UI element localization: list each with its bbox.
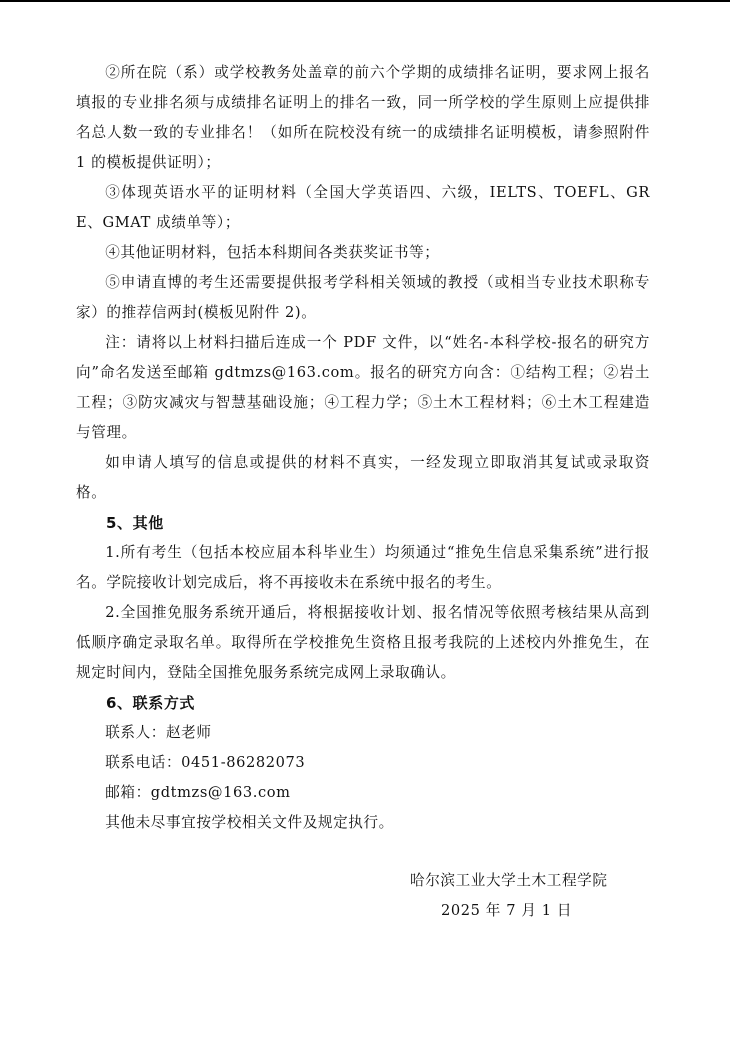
contact-phone: 联系电话：0451-86282073 (105, 754, 306, 771)
paragraph-submission-note: 注：请将以上材料扫描后连成一个 PDF 文件，以“姓名-本科学校-报名的研究方向”命名发送至邮箱 gdtmzs@163.com。报名的研究方向含：①结构工程；②岩土工程；③防灾减灾与智慧基础设施；④工程力学；⑤土木工程材料；⑥土木工程建造与管理。 (76, 334, 650, 441)
contact-email: 邮箱：gdtmzs@163.com (105, 784, 291, 801)
signature-organization: 哈尔滨工业大学土木工程学院 (410, 872, 608, 889)
paragraph-registration-system: 1.所有考生（包括本校应届本科毕业生）均须通过“推免生信息采集系统”进行报名。学院接收计划完成后，将不再接收未在系统中报名的考生。 (76, 544, 650, 591)
top-border (0, 0, 730, 2)
document-body (76, 58, 650, 838)
section-heading-contact: 6、联系方式 (106, 694, 196, 712)
signature-date: 2025 年 7 月 1 日 (441, 902, 573, 919)
contact-person: 联系人：赵老师 (105, 724, 212, 741)
paragraph-ranking-proof: ②所在院（系）或学校教务处盖章的前六个学期的成绩排名证明，要求网上报名填报的专业排名须与成绩排名证明上的排名一致，同一所学校的学生原则上应提供排名总人数一致的专业排名！（如所在院校没有统一的成绩排名证明模板，请参照附件 1 的模板提供证明）； (76, 64, 650, 171)
section-heading-other: 5、其他 (106, 514, 164, 532)
paragraph-english-proof: ③体现英语水平的证明材料（全国大学英语四、六级，IELTS、TOEFL、GRE、GMAT 成绩单等）； (76, 184, 650, 231)
paragraph-other-proof: ④其他证明材料，包括本科期间各类获奖证书等； (105, 244, 440, 261)
paragraph-recommendation-letters: ⑤申请直博的考生还需要提供报考学科相关领域的教授（或相当专业技术职称专家）的推荐信两封(模板见附件 2)。 (76, 274, 650, 321)
paragraph-admission-confirmation: 2.全国推免服务系统开通后，将根据接收计划、报名情况等依照考核结果从高到低顺序确定录取名单。取得所在学校推免生资格且报考我院的上述校内外推免生，在规定时间内，登陆全国推免服务系统完成网上录取确认。 (76, 604, 650, 681)
closing-statement: 其他未尽事宜按学校相关文件及规定执行。 (105, 814, 394, 831)
paragraph-integrity-warning: 如申请人填写的信息或提供的材料不真实，一经发现立即取消其复试或录取资格。 (76, 454, 650, 501)
